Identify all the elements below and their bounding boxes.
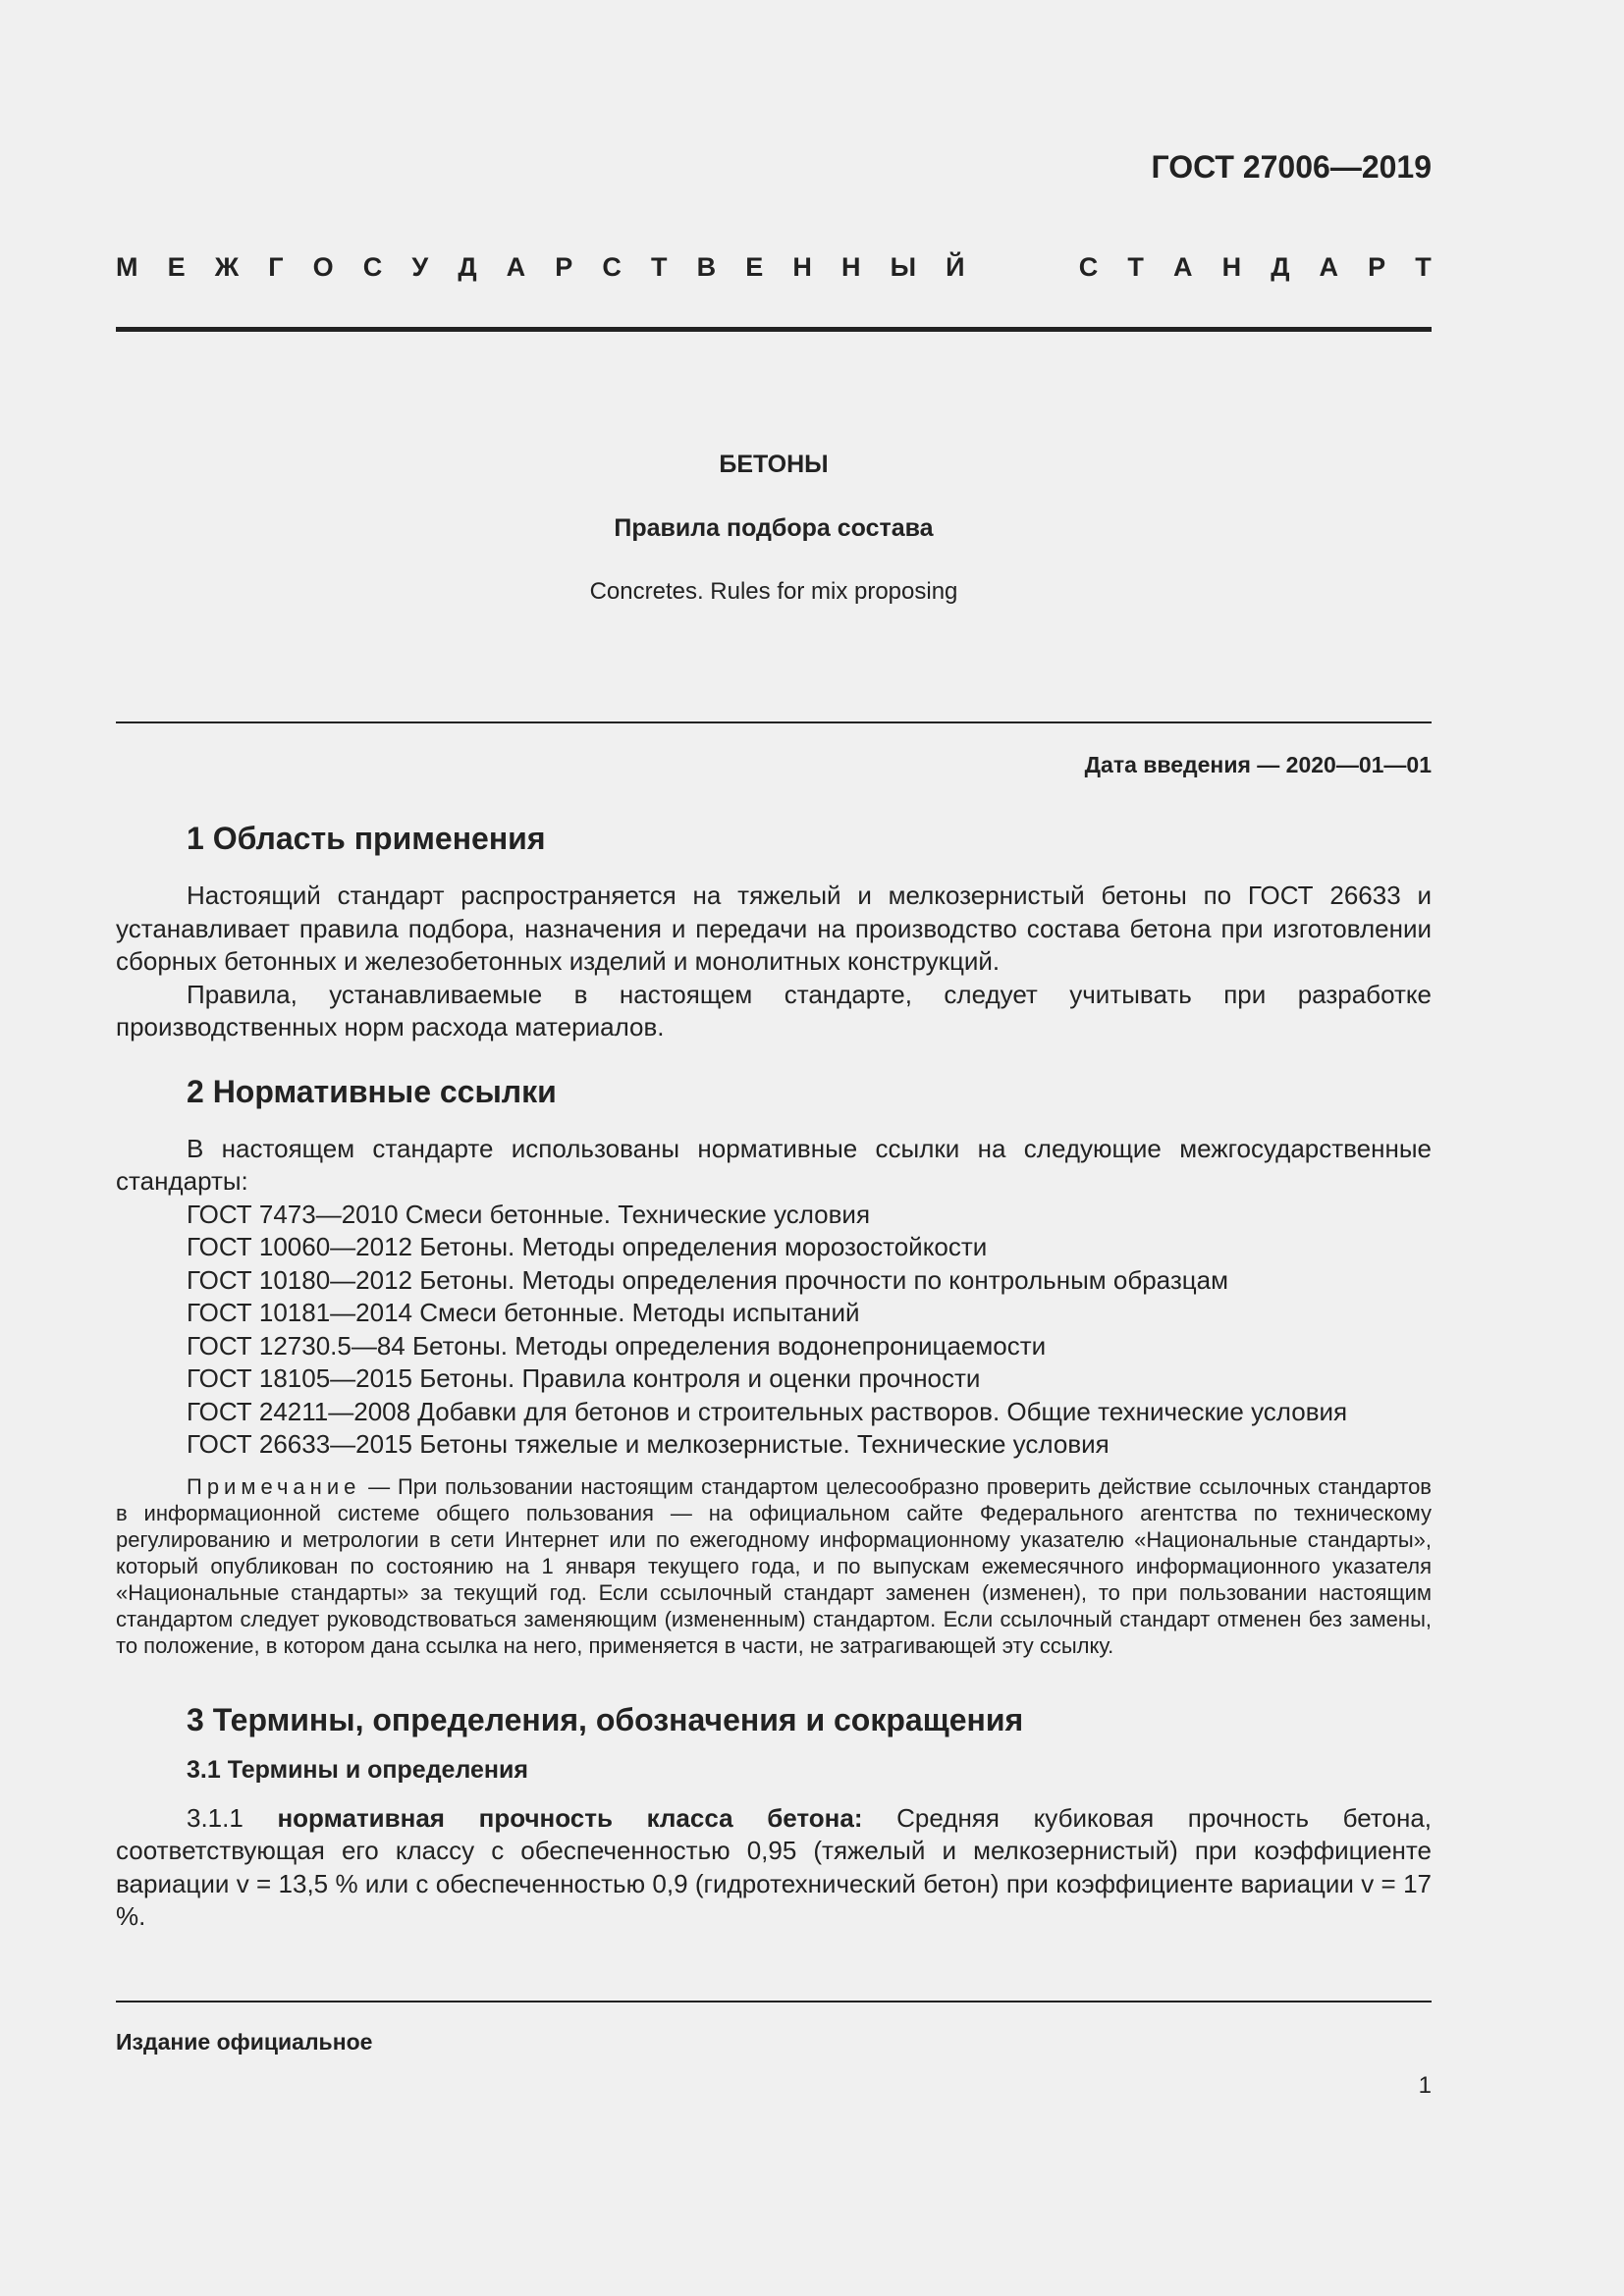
note-label: Примечание bbox=[187, 1473, 361, 1499]
document-title: БЕТОНЫ bbox=[719, 451, 829, 478]
letter: Т bbox=[651, 252, 668, 282]
reference-list bbox=[116, 1199, 1432, 1462]
letter: Д bbox=[1271, 252, 1290, 282]
term-name: нормативная прочность класса бетона: bbox=[277, 1802, 863, 1833]
letter: А bbox=[1172, 252, 1193, 282]
letter: Т bbox=[1415, 252, 1432, 282]
subsection-heading: 3.1 Термины и определения bbox=[187, 1755, 528, 1784]
letter: Р bbox=[555, 252, 573, 282]
paragraph: В настоящем стандарте использованы нормативные ссылки на следующие межгосударственные стандарты: bbox=[116, 1133, 1432, 1196]
reference-item: ГОСТ 24211—2008 Добавки для бетонов и строительных растворов. Общие технические условия bbox=[187, 1396, 1348, 1426]
letter: Н bbox=[792, 252, 812, 282]
term-text: Средняя кубиковая прочность бетона, соответствующая его классу с обеспеченностью 0,95 (тяжелый и мелкозернистый) при коэффициенте вариации v = 13,5 % или с обеспеченностью 0,9 (гидротехнический бетон) при коэффициенте вариации v = 17 %. bbox=[116, 1802, 1432, 1931]
letter: Ы bbox=[890, 252, 917, 282]
reference-item: ГОСТ 10181—2014 Смеси бетонные. Методы испытаний bbox=[187, 1298, 860, 1327]
letter: Н bbox=[1221, 252, 1242, 282]
reference-item: ГОСТ 18105—2015 Бетоны. Правила контроля и оценки прочности bbox=[187, 1363, 981, 1393]
note bbox=[116, 1473, 1432, 1659]
standard-type-heading bbox=[116, 250, 1432, 284]
letter: Г bbox=[268, 252, 284, 282]
letter: А bbox=[1319, 252, 1339, 282]
document-page bbox=[116, 0, 1432, 2296]
word-gap bbox=[995, 250, 1050, 284]
note-text: — При пользовании настоящим стандартом целесообразно проверить действие ссылочных стандартов в информационной системе общего пользования — на официальном сайте Федерального агентства по техническому регулированию и метрологии в сети Интернет или по ежегодному информационному указателю «Национальные стандарты», который опубликован по состоянию на 1 января текущего года, и по выпускам ежемесячного информационного указателя «Национальные стандарты» за текущий год. Если ссылочный стандарт заменен (изменен), то при пользовании настоящим стандартом следует руководствоваться заменяющим (измененным) стандартом. Если ссылочный стандарт отменен без замены, то положение, в котором дана ссылка на него, применяется в части, не затрагивающей эту ссылку. bbox=[116, 1473, 1432, 1658]
document-body bbox=[116, 817, 1432, 1934]
document-title-english: Concretes. Rules for mix proposing bbox=[589, 578, 958, 605]
term-definition bbox=[116, 1802, 1432, 1934]
letter: Н bbox=[840, 252, 861, 282]
section-heading-references: 2 Нормативные ссылки bbox=[187, 1073, 557, 1109]
letter: В bbox=[696, 252, 717, 282]
page-number: 1 bbox=[1418, 2072, 1432, 2099]
term-number: 3.1.1 bbox=[187, 1802, 244, 1833]
letter: О bbox=[312, 252, 334, 282]
letter: У bbox=[411, 252, 429, 282]
document-number: ГОСТ 27006—2019 bbox=[1151, 149, 1432, 185]
title-divider bbox=[116, 721, 1432, 723]
header-divider bbox=[116, 327, 1432, 332]
section-heading-terms: 3 Термины, определения, обозначения и сокращения bbox=[187, 1701, 1024, 1737]
letter: М bbox=[116, 252, 138, 282]
letter: Д bbox=[458, 252, 477, 282]
letter: Е bbox=[745, 252, 764, 282]
reference-item: ГОСТ 7473—2010 Смеси бетонные. Технические условия bbox=[187, 1199, 871, 1229]
letter: Е bbox=[167, 252, 186, 282]
letter: С bbox=[362, 252, 383, 282]
letter: Р bbox=[1368, 252, 1386, 282]
document-subtitle: Правила подбора состава bbox=[614, 514, 934, 542]
reference-item: ГОСТ 12730.5—84 Бетоны. Методы определения водонепроницаемости bbox=[187, 1330, 1047, 1361]
footer-divider bbox=[116, 2001, 1432, 2002]
reference-item: ГОСТ 10060—2012 Бетоны. Методы определения морозостойкости bbox=[187, 1232, 988, 1261]
reference-item: ГОСТ 10180—2012 Бетоны. Методы определения прочности по контрольным образцам bbox=[187, 1264, 1228, 1295]
paragraph: Настоящий стандарт распространяется на тяжелый и мелкозернистый бетоны по ГОСТ 26633 и устанавливает правила подбора, назначения и передачи на производство состава бетона при изготовлении сборных бетонных и железобетонных изделий и монолитных конструкций. bbox=[116, 881, 1432, 976]
letter: Й bbox=[946, 252, 965, 282]
letter: Т bbox=[1127, 252, 1144, 282]
letter: А bbox=[506, 252, 526, 282]
reference-item: ГОСТ 26633—2015 Бетоны тяжелые и мелкозернистые. Технические условия bbox=[187, 1429, 1110, 1459]
letter: Ж bbox=[214, 252, 240, 282]
official-edition-label: Издание официальное bbox=[116, 2029, 373, 2055]
introduction-date: Дата введения — 2020—01—01 bbox=[1084, 752, 1432, 777]
section-heading-scope: 1 Область применения bbox=[187, 821, 546, 856]
letter: С bbox=[1078, 252, 1099, 282]
paragraph: Правила, устанавливаемые в настоящем стандарте, следует учитывать при разработке производственных норм расхода материалов. bbox=[116, 979, 1432, 1041]
letter: С bbox=[602, 252, 622, 282]
